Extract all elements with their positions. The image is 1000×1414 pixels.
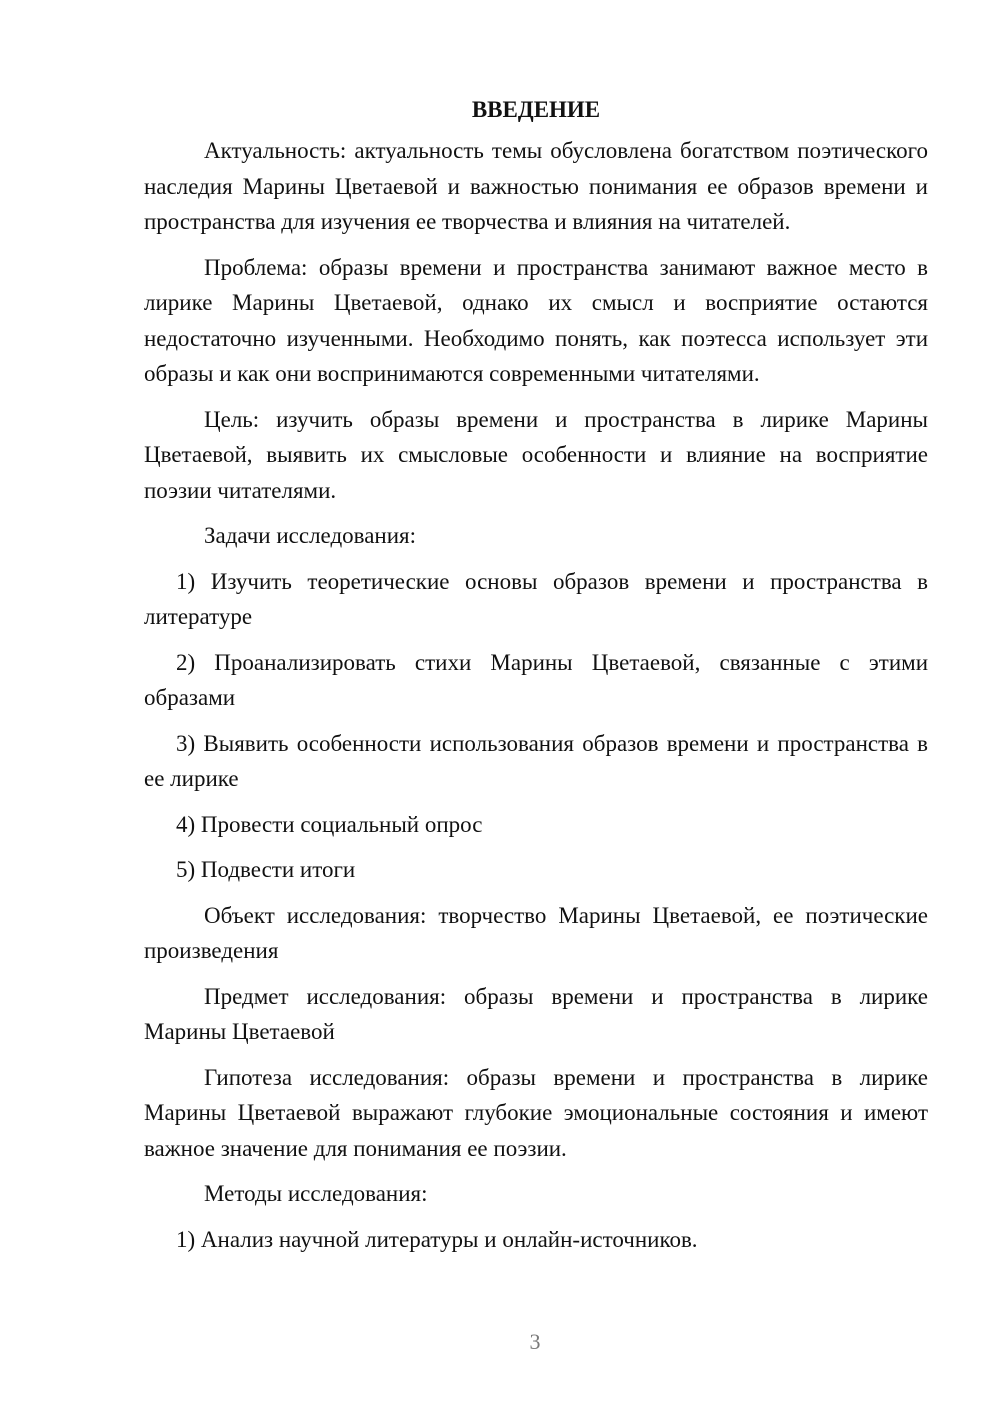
- paragraph-object: Объект исследования: творчество Марины Цветаевой, ее поэтические произведения: [144, 902, 928, 963]
- task-item-2: 2) Проанализировать стихи Марины Цветаевой, связанные с этими образами: [144, 649, 928, 710]
- paragraph-subject: Предмет исследования: образы времени и пространства в лирике Марины Цветаевой: [144, 983, 928, 1044]
- paragraph-relevance: Актуальность: актуальность темы обусловлена богатством поэтического наследия Марины Цветаевой и важностью понимания ее образов времени и пространства для изучения ее творчества и влияния на читателей.: [144, 138, 928, 234]
- task-item-1: 1) Изучить теоретические основы образов времени и пространства в литературе: [144, 568, 928, 629]
- document-page: [144, 92, 928, 1267]
- method-item-1: 1) Анализ научной литературы и онлайн-источников.: [176, 1226, 698, 1252]
- task-item-4: 4) Провести социальный опрос: [176, 811, 483, 837]
- paragraph-tasks-heading: Задачи исследования:: [204, 523, 417, 548]
- paragraph-goal: Цель: изучить образы времени и пространства в лирике Марины Цветаевой, выявить их смысловые особенности и влияние на восприятие поэзии читателями.: [144, 406, 928, 503]
- page-number: 3: [529, 1329, 541, 1354]
- paragraph-hypothesis: Гипотеза исследования: образы времени и пространства в лирике Марины Цветаевой выражают глубокие эмоциональные состояния и имеют важное значение для понимания ее поэзии.: [144, 1064, 928, 1161]
- section-title: ВВЕДЕНИЕ: [471, 97, 601, 122]
- task-item-5: 5) Подвести итоги: [176, 857, 356, 882]
- paragraph-problem: Проблема: образы времени и пространства занимают важное место в лирике Марины Цветаевой, однако их смысл и восприятие остаются недостаточно изученными. Необходимо понять, как поэтесса использует эти образы и как они воспринимаются современными читателями.: [144, 254, 928, 386]
- paragraph-methods-heading: Методы исследования:: [204, 1181, 428, 1206]
- task-item-3: 3) Выявить особенности использования образов времени и пространства в ее лирике: [144, 730, 928, 791]
